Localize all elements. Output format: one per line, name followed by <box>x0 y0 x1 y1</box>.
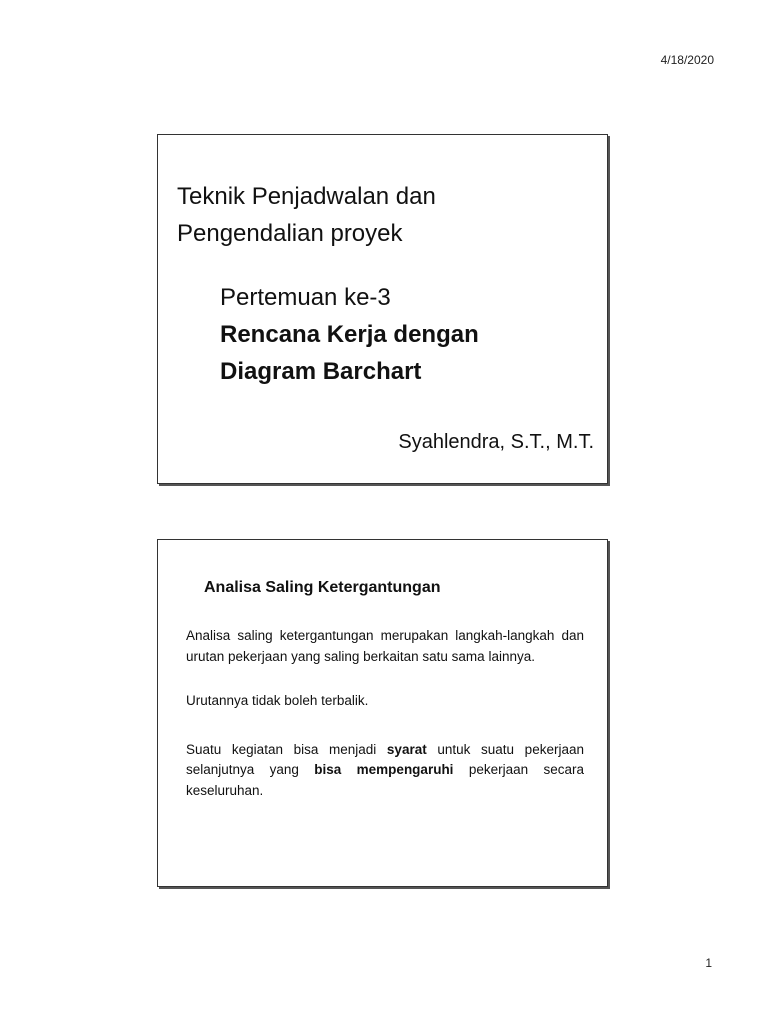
emphasis-bisa-mempengaruhi: bisa mempengaruhi <box>314 762 454 777</box>
page-date: 4/18/2020 <box>660 53 714 67</box>
topic-line-2: Diagram Barchart <box>220 358 422 385</box>
paragraph-3-text-1: Suatu kegiatan bisa menjadi <box>186 741 387 757</box>
paragraph-3-text-3: pekerjaan secara keseluruhan. <box>186 762 584 798</box>
slide-heading: Analisa Saling Ketergantungan <box>204 579 441 596</box>
course-title-line-2: Pengendalian proyek <box>177 220 403 247</box>
author-name: Syahlendra, S.T., M.T. <box>398 431 594 453</box>
slide-title <box>157 134 608 484</box>
course-title <box>177 178 436 252</box>
slide-content <box>157 539 608 887</box>
paragraph-2: Urutannya tidak boleh terbalik. <box>186 693 369 708</box>
page-number: 1 <box>705 956 712 970</box>
meeting-number: Pertemuan ke-3 <box>220 284 391 311</box>
slide-body <box>186 626 584 825</box>
topic-line-1: Rencana Kerja dengan <box>220 321 479 348</box>
course-title-line-1: Teknik Penjadwalan dan <box>177 183 436 210</box>
paragraph-1: Analisa saling ketergantungan merupakan langkah-langkah dan urutan pekerjaan yang saling berkaitan satu sama lainnya. <box>186 628 584 664</box>
lecture-info <box>220 279 479 390</box>
paragraph-3-text-2: untuk suatu pekerjaan selanjutnya yang <box>186 741 584 777</box>
emphasis-syarat: syarat <box>386 741 427 757</box>
paragraph-3 <box>186 740 584 802</box>
